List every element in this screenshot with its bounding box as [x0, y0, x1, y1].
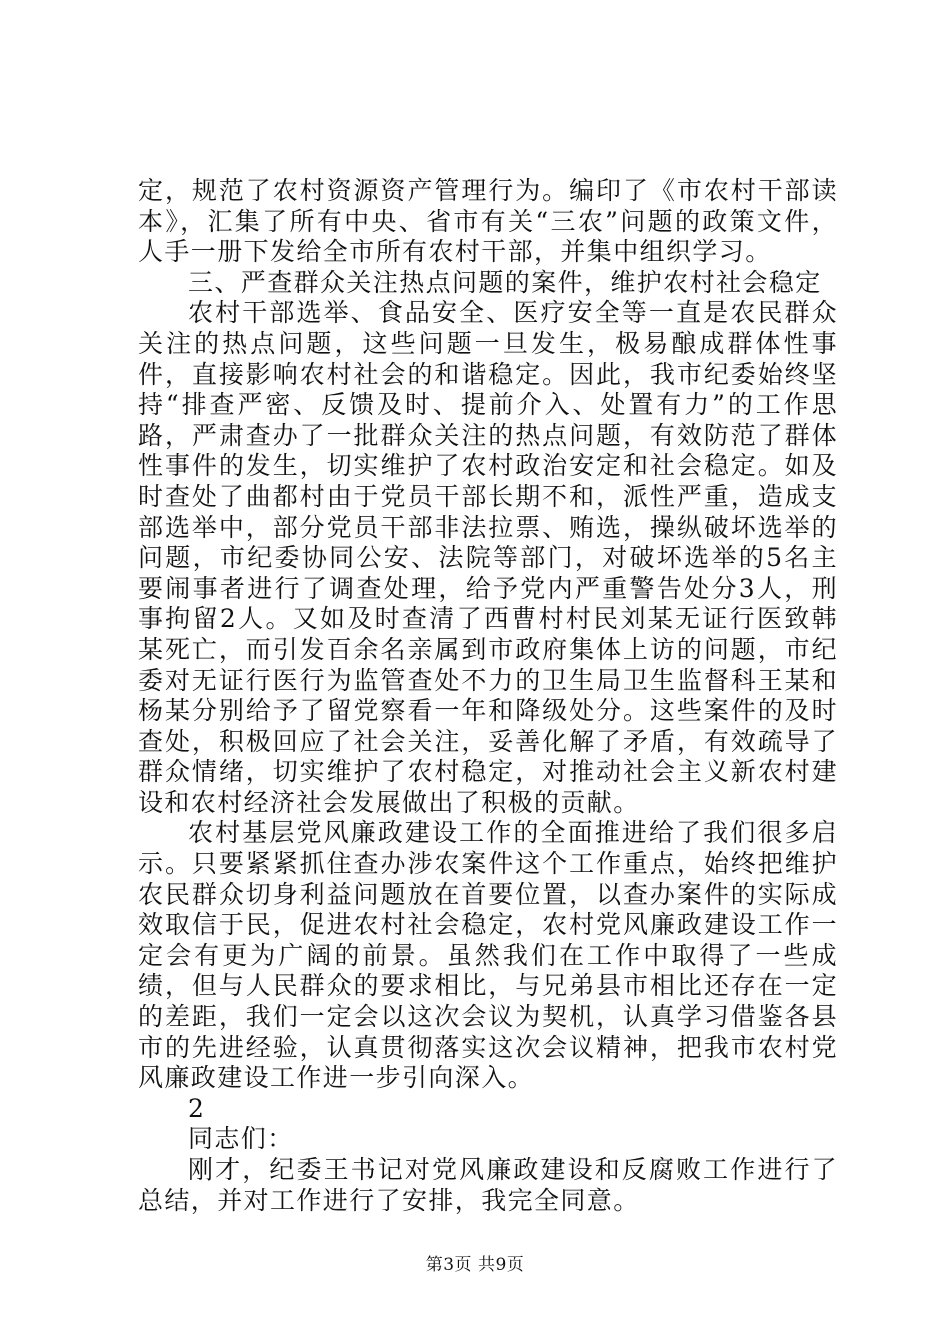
paragraph-opening: 刚才，纪委王书记对党风廉政建设和反腐败工作进行了总结，并对工作进行了安排，我完全同意。 — [138, 1155, 838, 1215]
document-body — [138, 176, 838, 1216]
page-footer: 第3页 共9页 — [425, 1255, 525, 1275]
section-number: 2 — [188, 1093, 206, 1123]
paragraph-hot-issues: 农村干部选举、食品安全、医疗安全等一直是农民群众关注的热点问题，这些问题一旦发生，极易酿成群体性事件，直接影响农村社会的和谐稳定。因此，我市纪委始终坚持“排查严密、反馈及时、提前介入、处置有力”的工作思路，严肃查办了一批群众关注的热点问题，有效防范了群体性事件的发生，切实维护了农村政治安定和社会稳定。如及时查处了曲都村由于党员干部长期不和，派性严重，造成支部选举中，部分党员干部非法拉票、贿选，操纵破坏选举的问题，市纪委协同公安、法院等部门，对破坏选举的5名主要闹事者进行了调查处理，给予党内严重警告处分3人，刑事拘留2人。又如及时查清了西曹村村民刘某无证行医致韩某死亡，而引发百余名亲属到市政府集体上访的问题，市纪委对无证行医行为监管查处不力的卫生局卫生监督科王某和杨某分别给予了留党察看一年和降级处分。这些案件的及时查处，积极回应了社会关注，妥善化解了矛盾，有效疏导了群众情绪，切实维护了农村稳定，对推动社会主义新农村建设和农村经济社会发展做出了积极的贡献。 — [138, 298, 838, 817]
paragraph-conclusion: 农村基层党风廉政建设工作的全面推进给了我们很多启示。只要紧紧抓住查办涉农案件这个工作重点，始终把维护农民群众切身利益问题放在首要位置，以查办案件的实际成效取信于民，促进农村社会稳定，农村党风廉政建设工作一定会有更为广阔的前景。虽然我们在工作中取得了一些成绩，但与人民群众的要求相比，与兄弟县市相比还存在一定的差距，我们一定会以这次会议为契机，认真学习借鉴各县市的先进经验，认真贯彻落实这次会议精神，把我市农村党风廉政建设工作进一步引向深入。 — [138, 818, 838, 1093]
section-heading: 三、严查群众关注热点问题的案件，维护农村社会稳定 — [188, 267, 822, 297]
salutation: 同志们： — [188, 1124, 294, 1154]
paragraph-continuation: 定，规范了农村资源资产管理行为。编印了《市农村干部读本》，汇集了所有中央、省市有关“三农”问题的政策文件，人手一册下发给全市所有农村干部，并集中组织学习。 — [138, 176, 838, 267]
